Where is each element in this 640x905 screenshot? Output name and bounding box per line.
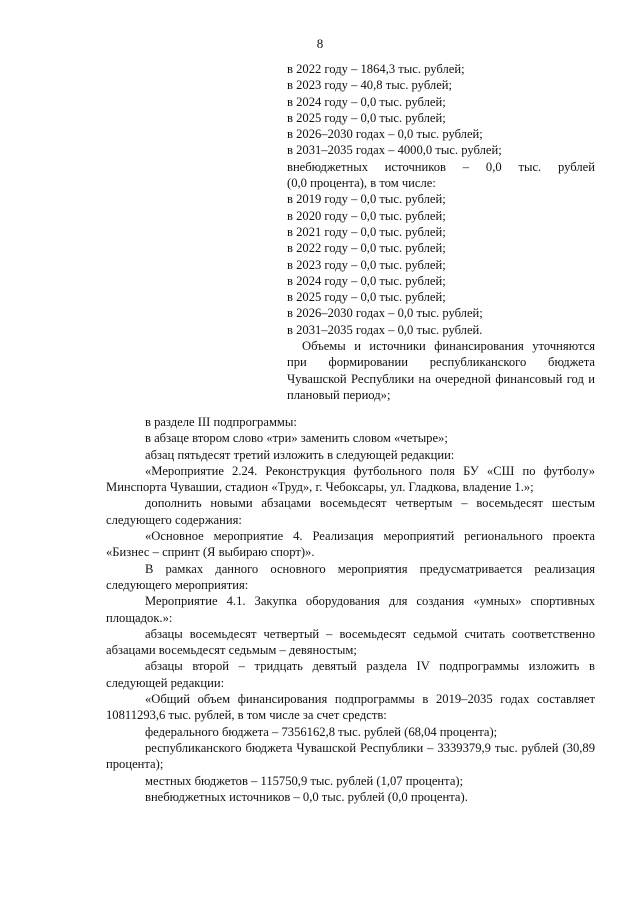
paragraph: федерального бюджета – 7356162,8 тыс. рублей (68,04 процента); xyxy=(145,724,498,739)
paragraph: «Общий объем финансирования подпрограммы в 2019–2035 годах составляет 10811293,6 тыс. рублей, в том числе за счет средств: xyxy=(106,692,595,723)
funding-line: в 2031–2035 годах – 4000,0 тыс. рублей; xyxy=(287,143,502,158)
funding-line: в 2026–2030 годах – 0,0 тыс. рублей; xyxy=(287,127,483,142)
amendment-text xyxy=(106,414,595,805)
funding-line: в 2025 году – 0,0 тыс. рублей; xyxy=(287,290,446,305)
offbudget-line: внебюджетных источников – 0,0 тыс. рублей xyxy=(287,159,595,174)
funding-line: в 2021 году – 0,0 тыс. рублей; xyxy=(287,224,446,239)
paragraph: республиканского бюджета Чувашской Республики – 3339379,9 тыс. рублей (30,89 процента); xyxy=(106,740,595,772)
paragraph: в разделе III подпрограммы: xyxy=(145,415,297,429)
paragraph: дополнить новыми абзацами восемьдесят четвертым – восемьдесят шестым следующего содержания: xyxy=(106,496,595,527)
funding-line: в 2022 году – 0,0 тыс. рублей; xyxy=(287,241,446,256)
paragraph: абзац пятьдесят третий изложить в следующей редакции: xyxy=(145,447,455,462)
page-number: 8 xyxy=(316,36,324,51)
paragraph: абзацы восемьдесят четвертый – восемьдесят седьмой считать соответственно абзацами восемьдесят седьмым – девяностым; xyxy=(106,626,595,658)
paragraph: абзацы второй – тридцать девятый раздела IV подпрограммы изложить в следующей редакции: xyxy=(106,659,595,690)
funding-line: в 2020 году – 0,0 тыс. рублей; xyxy=(287,208,446,223)
paragraph: местных бюджетов – 115750,9 тыс. рублей (1,07 процента); xyxy=(145,773,464,788)
funding-line: в 2019 году – 0,0 тыс. рублей; xyxy=(287,192,446,207)
funding-line: в 2023 году – 40,8 тыс. рублей; xyxy=(287,78,453,93)
paragraph: в абзаце втором слово «три» заменить словом «четыре»; xyxy=(145,431,448,446)
funding-line: в 2031–2035 годах – 0,0 тыс. рублей. xyxy=(287,322,483,337)
funding-line: в 2024 году – 0,0 тыс. рублей; xyxy=(287,94,446,109)
funding-line: в 2022 году – 1864,3 тыс. рублей; xyxy=(287,62,465,76)
paragraph: Мероприятие 4.1. Закупка оборудования для создания «умных» спортивных площадок.»: xyxy=(106,594,595,625)
paragraph: «Мероприятие 2.24. Реконструкция футбольного поля БУ «СШ по футболу» Минспорта Чувашии, стадион «Труд», г. Чебоксары, ул. Гладкова, владение 1.»; xyxy=(106,463,595,495)
paragraph: «Основное мероприятие 4. Реализация мероприятий регионального проекта «Бизнес – спринт (Я выбираю спорт)». xyxy=(106,529,595,560)
funding-line: в 2024 году – 0,0 тыс. рублей; xyxy=(287,273,446,288)
funding-line: в 2023 году – 0,0 тыс. рублей; xyxy=(287,257,446,272)
paragraph: внебюджетных источников – 0,0 тыс. рублей (0,0 процента). xyxy=(145,789,468,804)
funding-closing-paragraph xyxy=(287,338,595,403)
funding-closing-text: Объемы и источники финансирования уточняются при формировании республиканского бюджета Чувашской Республики на очередной финансовый год и плановый период»; xyxy=(287,339,595,402)
offbudget-line: (0,0 процента), в том числе: xyxy=(287,176,436,191)
paragraph: В рамках данного основного мероприятия предусматривается реализация следующего мероприятия: xyxy=(106,561,595,592)
funding-column xyxy=(287,61,595,403)
funding-line: в 2025 году – 0,0 тыс. рублей; xyxy=(287,110,446,125)
funding-line: в 2026–2030 годах – 0,0 тыс. рублей; xyxy=(287,306,483,321)
